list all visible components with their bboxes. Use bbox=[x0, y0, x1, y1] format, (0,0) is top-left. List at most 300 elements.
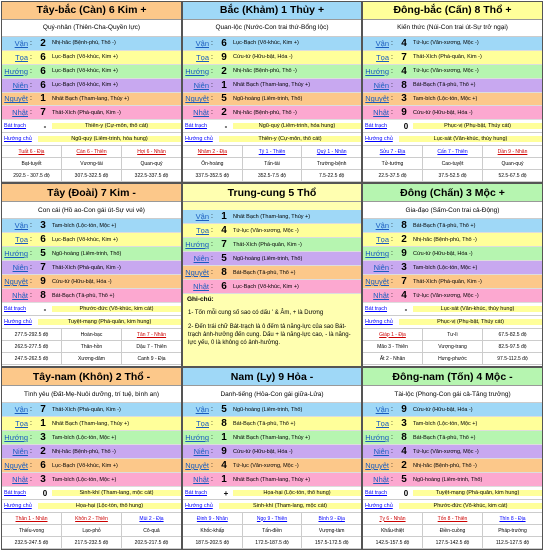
bat-trach-row bbox=[183, 487, 361, 500]
huong-chu-text: Ngũ-quỷ (Liêm-trinh, hỏa hung) bbox=[38, 136, 181, 142]
table-cell: Thìn 8 - Địa bbox=[499, 515, 526, 522]
star-row bbox=[2, 65, 181, 79]
colon: : bbox=[391, 264, 393, 271]
palace-title: Tây-nam (Khôn) 2 Thổ - bbox=[2, 368, 181, 386]
colon: : bbox=[391, 81, 393, 89]
star-number: 4 bbox=[401, 446, 407, 457]
star-text: Nhất Bạch (Tham-lang, Thủy +) bbox=[233, 213, 311, 220]
star-number: 4 bbox=[221, 225, 227, 236]
table-cell: 142.5-157.5 độ bbox=[375, 539, 410, 546]
palace-6 bbox=[1, 367, 182, 550]
table-cell: Tỵ 6 - Nhân bbox=[379, 515, 406, 522]
star-row bbox=[363, 247, 542, 261]
table-row bbox=[363, 329, 542, 341]
bat-trach-text: Ngũ-quỷ (Liêm-trinh, hỏa hung) bbox=[233, 123, 361, 129]
star-text: Cửu-tử (Hữu-bật, Hỏa -) bbox=[52, 278, 112, 285]
palace-subtitle: Tình yêu (Đất-Mẹ-Nuôi dưỡng, trí tuệ, bình an) bbox=[2, 386, 181, 403]
huong-chu-text: Sinh-khí (Tham-lang, mộc cát) bbox=[219, 503, 361, 509]
bat-trach-label[interactable]: Bát trạch bbox=[4, 123, 27, 130]
star-label[interactable]: Vận bbox=[375, 405, 389, 414]
colon: : bbox=[211, 213, 213, 220]
colon: : bbox=[391, 109, 393, 117]
star-text: Ngũ-hoàng (Liêm-trinh, Thổ) bbox=[52, 250, 122, 257]
star-number: 6 bbox=[221, 37, 227, 49]
table-cell: Mão 3 - Thiên bbox=[377, 343, 408, 350]
star-label[interactable]: Niên bbox=[12, 80, 28, 90]
star-text: Tứ-lục (Văn-xương, Mộc -) bbox=[413, 448, 479, 455]
star-text: Ngũ-hoàng (Liêm-trinh, Thổ) bbox=[233, 406, 303, 413]
colon: : bbox=[30, 95, 32, 103]
star-label[interactable]: Nguyệt bbox=[365, 94, 389, 104]
star-text: Nhất Bạch (Tham-lang, Thủy +) bbox=[233, 82, 311, 89]
table-cell: 292.5 - 307.5 độ bbox=[13, 172, 50, 179]
star-label[interactable]: Nguyệt bbox=[4, 94, 28, 104]
star-label[interactable]: Nguyệt bbox=[4, 461, 28, 470]
colon: : bbox=[30, 236, 32, 243]
star-number: 3 bbox=[40, 220, 46, 231]
star-row bbox=[363, 65, 542, 79]
colon: : bbox=[391, 95, 393, 103]
star-number: 4 bbox=[401, 290, 407, 301]
star-text: Bát-Bạch (Tả-phù, Thổ +) bbox=[413, 434, 476, 441]
colon: : bbox=[391, 434, 393, 441]
star-label[interactable]: Nhật bbox=[193, 108, 209, 118]
colon: : bbox=[30, 448, 32, 455]
star-label[interactable]: Nhật bbox=[193, 282, 209, 291]
table-cell: Hưng-phước bbox=[422, 353, 483, 364]
huong-chu-label[interactable]: Hướng chủ bbox=[4, 503, 32, 509]
palace-5 bbox=[362, 183, 543, 367]
table-cell: Tấn-điền bbox=[242, 525, 303, 536]
star-row bbox=[363, 431, 542, 445]
star-row bbox=[363, 275, 542, 289]
huong-chu-label[interactable]: Hướng chủ bbox=[185, 503, 213, 509]
star-label[interactable]: Vận bbox=[14, 38, 28, 48]
table-cell: Khốc-khấp bbox=[200, 527, 225, 534]
star-number: 5 bbox=[401, 474, 407, 485]
table-row bbox=[363, 158, 542, 170]
table-cell: 37.5-52.5 độ bbox=[422, 170, 483, 181]
table-cell: Tốn 8 - Thiên bbox=[422, 513, 483, 524]
table-cell: Nhâm 2 - Địa bbox=[197, 148, 228, 155]
star-label[interactable]: Tọa bbox=[376, 235, 389, 244]
star-row bbox=[183, 238, 361, 252]
star-row bbox=[183, 266, 361, 280]
colon: : bbox=[30, 462, 32, 469]
table-row bbox=[2, 170, 181, 182]
table-cell: 157.5-172.5 độ bbox=[314, 539, 349, 546]
star-text: Thất-Xích (Phá-quân, Kim -) bbox=[52, 264, 121, 271]
palace-title: Nam (Ly) 9 Hỏa - bbox=[183, 368, 361, 386]
table-cell: 67.5-82.5 độ bbox=[498, 331, 527, 338]
star-text: Nhất Bạch (Tham-lang, Thủy +) bbox=[52, 420, 130, 427]
star-label[interactable]: Nhật bbox=[12, 108, 28, 118]
table-row bbox=[2, 329, 181, 341]
table-cell: Điền-cuồng bbox=[422, 525, 483, 536]
star-text: Lục-Bạch (Võ-khúc, Kim +) bbox=[52, 462, 118, 469]
star-row bbox=[363, 93, 542, 107]
star-label[interactable]: Niên bbox=[373, 80, 389, 90]
table-cell: Đinh 9 - Nhân bbox=[196, 515, 228, 522]
star-row bbox=[183, 431, 361, 445]
table-cell: Ất 2 - Nhân bbox=[379, 355, 406, 362]
star-text: Nhị-hắc (Bệnh-phù, Thổ -) bbox=[413, 236, 477, 243]
star-text: Nhị-hắc (Bệnh-phù, Thổ -) bbox=[233, 68, 297, 75]
star-row bbox=[363, 51, 542, 65]
ghi-chu-note: 2- Đến trái chữ Bát-trạch là ô đếm tả năng-lực của sao Bát-trạch ảnh-hưởng đến cung. Dấu + là năng-lực cao, - là năng-lực yếu, 0 là không có ảnh-hưởng. bbox=[188, 324, 351, 346]
palace-subtitle: Quan-lộc (Nước-Con trai thứ-Bổng lộc) bbox=[183, 20, 361, 37]
star-row bbox=[183, 224, 361, 238]
table-cell: 337.5-352.5 độ bbox=[195, 172, 230, 179]
bat-trach-label[interactable]: Bát trạch bbox=[365, 123, 388, 130]
star-label[interactable]: Niên bbox=[12, 263, 28, 272]
star-row bbox=[2, 79, 181, 93]
star-number: 5 bbox=[221, 404, 227, 415]
star-row bbox=[183, 37, 361, 51]
star-row bbox=[183, 210, 361, 224]
star-label[interactable]: Niên bbox=[373, 263, 389, 272]
star-text: Cửu-tử (Hữu-bật, Hỏa -) bbox=[233, 448, 293, 455]
bat-trach-number: 0 bbox=[403, 121, 409, 131]
star-row bbox=[183, 280, 361, 294]
star-label[interactable]: Hướng bbox=[365, 66, 389, 76]
palace-subtitle: Con cái (Hồ ao-Con gái út-Sự vui vẻ) bbox=[2, 202, 181, 219]
star-label[interactable]: Vận bbox=[195, 212, 209, 221]
bat-trach-label[interactable]: Bát trạch bbox=[365, 490, 388, 496]
star-number: 4 bbox=[401, 65, 407, 77]
star-row bbox=[183, 473, 361, 487]
palace-8 bbox=[362, 367, 543, 550]
bat-trach-number: 0 bbox=[42, 488, 48, 498]
star-number: 5 bbox=[221, 253, 227, 264]
bat-trach-row bbox=[183, 120, 361, 133]
star-number: 9 bbox=[221, 446, 227, 457]
colon: : bbox=[30, 476, 32, 483]
colon: : bbox=[211, 39, 213, 47]
star-row bbox=[2, 219, 181, 233]
colon: : bbox=[211, 53, 213, 61]
table-cell: 262.5-277.5 độ bbox=[14, 343, 49, 350]
palace-title: Trung-cung 5 Thổ bbox=[183, 184, 361, 202]
star-number: 8 bbox=[221, 418, 227, 429]
colon: : bbox=[211, 67, 213, 75]
bat-trach-label[interactable]: Bát trạch bbox=[185, 123, 208, 130]
star-row bbox=[183, 417, 361, 431]
star-label[interactable]: Tọa bbox=[15, 235, 28, 244]
huong-chu-row bbox=[363, 500, 542, 513]
colon: : bbox=[391, 420, 393, 427]
colon: : bbox=[391, 67, 393, 75]
star-label[interactable]: Nhật bbox=[12, 291, 28, 300]
star-number: 2 bbox=[40, 37, 46, 49]
star-label[interactable]: Tọa bbox=[376, 419, 389, 428]
table-cell: 52.5-67.5 độ bbox=[498, 172, 527, 179]
table-row bbox=[363, 353, 542, 365]
star-row bbox=[183, 445, 361, 459]
huong-chu-text: Phước-đức (Võ-khúc, kim cát) bbox=[399, 503, 542, 509]
star-label[interactable]: Niên bbox=[193, 80, 209, 90]
table-cell: 82.5-97.5 độ bbox=[498, 343, 527, 350]
huong-chu-text: Thiên-y (Cự-môn, thổ cát) bbox=[219, 136, 361, 142]
table-cell: Vượng-tàm bbox=[318, 527, 345, 534]
table-cell: Mùi 2 - Địa bbox=[139, 515, 164, 522]
star-label[interactable]: Hướng bbox=[4, 66, 28, 76]
star-row bbox=[183, 51, 361, 65]
star-text: Thất-Xích (Phá-quân, Kim -) bbox=[52, 406, 121, 413]
star-label[interactable]: Vận bbox=[375, 38, 389, 48]
table-cell: 202.5-217.5 độ bbox=[134, 539, 169, 546]
star-text: Nhị-hắc (Bệnh-phù, Thổ -) bbox=[52, 40, 116, 47]
table-cell: Cấn 7 - Thiên bbox=[422, 146, 483, 157]
colon: : bbox=[391, 462, 393, 469]
star-label[interactable]: Nhật bbox=[12, 475, 28, 484]
star-label[interactable]: Tọa bbox=[196, 419, 209, 428]
star-label[interactable]: Tọa bbox=[15, 52, 28, 62]
star-label[interactable]: Tọa bbox=[15, 419, 28, 428]
table-row bbox=[2, 525, 181, 537]
star-label[interactable]: Hướng bbox=[185, 66, 209, 76]
star-row bbox=[183, 79, 361, 93]
table-row bbox=[363, 170, 542, 182]
flying-star-chart bbox=[1, 1, 543, 550]
huong-chu-row bbox=[363, 316, 542, 329]
bat-trach-row bbox=[2, 120, 181, 133]
star-number: 4 bbox=[401, 37, 407, 49]
palace-subtitle: Kiến thức (Núi-Con trai út-Sự trở ngại) bbox=[363, 20, 542, 37]
star-label[interactable]: Nguyệt bbox=[185, 268, 209, 277]
table-row bbox=[2, 158, 181, 170]
star-number: 6 bbox=[40, 460, 46, 471]
star-text: Tam-bích (Lộc-tồn, Mộc +) bbox=[413, 420, 478, 427]
palace-subtitle: Tài-lộc (Phong-Con gái cả-Tăng trưởng) bbox=[363, 386, 542, 403]
star-number: 9 bbox=[40, 276, 46, 287]
star-label[interactable]: Hướng bbox=[185, 240, 209, 249]
table-row bbox=[183, 170, 361, 182]
star-text: Cửu-tử (Hữu-bật, Hỏa -) bbox=[413, 406, 473, 413]
huong-chu-label[interactable]: Hướng chủ bbox=[365, 503, 393, 509]
star-number: 1 bbox=[221, 432, 227, 443]
star-number: 6 bbox=[40, 79, 46, 91]
star-label[interactable]: Hướng bbox=[4, 433, 28, 442]
star-number: 3 bbox=[40, 432, 46, 443]
huong-chu-label[interactable]: Hướng chủ bbox=[365, 136, 393, 143]
star-label[interactable]: Hướng bbox=[365, 433, 389, 442]
star-label[interactable]: Vận bbox=[195, 405, 209, 414]
colon: : bbox=[391, 476, 393, 483]
star-row bbox=[183, 65, 361, 79]
star-label[interactable]: Tọa bbox=[196, 226, 209, 235]
star-text: Thất-Xích (Phá-quân, Kim -) bbox=[233, 241, 302, 248]
table-cell: 172.5-187.5 độ bbox=[242, 537, 303, 548]
star-text: Tam-bích (Lộc-tồn, Mộc +) bbox=[52, 434, 117, 441]
star-label[interactable]: Nguyệt bbox=[365, 461, 389, 470]
bat-trach-label[interactable]: Bát trạch bbox=[4, 490, 27, 496]
colon: : bbox=[211, 109, 213, 117]
star-number: 4 bbox=[221, 460, 227, 471]
star-label[interactable]: Vận bbox=[195, 38, 209, 48]
table-cell: Canh 9 - Địa bbox=[137, 355, 166, 362]
star-label[interactable]: Niên bbox=[373, 447, 389, 456]
star-label[interactable]: Niên bbox=[193, 254, 209, 263]
colon: : bbox=[30, 109, 32, 117]
star-row bbox=[2, 233, 181, 247]
table-cell: Cao-tuyệt bbox=[422, 158, 483, 169]
star-number: 3 bbox=[401, 93, 407, 105]
bat-trach-number: - bbox=[43, 304, 47, 314]
colon: : bbox=[211, 476, 213, 483]
table-cell: Tân 7 - Nhân bbox=[136, 331, 167, 338]
table-row bbox=[2, 146, 181, 158]
table-cell: Tấn-tài bbox=[242, 158, 303, 169]
ghi-chu-note: 1- Tốn mỗi cung số sao có dấu ' & Âm, + là Dương bbox=[188, 310, 324, 316]
star-label[interactable]: Vận bbox=[375, 221, 389, 230]
star-text: Cửu-tử (Hữu-bật, Hỏa -) bbox=[413, 250, 473, 257]
star-label[interactable]: Nguyệt bbox=[4, 277, 28, 286]
palace-0 bbox=[1, 1, 182, 183]
star-label[interactable]: Nhật bbox=[373, 475, 389, 484]
palace-1 bbox=[182, 1, 362, 183]
star-text: Lục-Bạch (Võ-khúc, Kim +) bbox=[233, 283, 299, 290]
table-cell: Khôn 2 - Thiên bbox=[61, 513, 122, 524]
colon: : bbox=[391, 39, 393, 47]
star-text: Bát-Bạch (Tả-phù, Thổ +) bbox=[413, 82, 476, 89]
star-text: Tam-bích (Lộc-tồn, Mộc +) bbox=[413, 95, 478, 102]
colon: : bbox=[391, 222, 393, 229]
bat-trach-label[interactable]: Bát trạch bbox=[4, 306, 27, 312]
colon: : bbox=[30, 406, 32, 413]
star-text: Tứ-lục (Văn-xương, Mộc -) bbox=[233, 462, 299, 469]
star-label[interactable]: Hướng bbox=[185, 433, 209, 442]
star-label[interactable]: Vận bbox=[14, 221, 28, 230]
star-label[interactable]: Nhật bbox=[373, 291, 389, 300]
table-cell: Xương-dâm bbox=[61, 353, 122, 364]
star-text: Lục-Bạch (Võ-khúc, Kim +) bbox=[52, 236, 118, 243]
table-cell: Bính 9 - Địa bbox=[318, 515, 345, 522]
table-row bbox=[2, 353, 181, 365]
colon: : bbox=[30, 434, 32, 441]
star-label[interactable]: Niên bbox=[193, 447, 209, 456]
table-cell: Cô-quả bbox=[143, 527, 160, 534]
colon: : bbox=[391, 292, 393, 299]
star-row bbox=[363, 403, 542, 417]
palace-title: Tây-bắc (Càn) 6 Kim + bbox=[2, 2, 181, 20]
star-text: Ngũ-hoàng (Liêm-trinh, Thổ) bbox=[413, 476, 483, 483]
star-row bbox=[363, 261, 542, 275]
star-text: Tứ-lục (Văn-xương, Mộc -) bbox=[413, 68, 479, 75]
table-row bbox=[363, 525, 542, 537]
colon: : bbox=[30, 39, 32, 47]
colon: : bbox=[30, 420, 32, 427]
star-label[interactable]: Tọa bbox=[196, 52, 209, 62]
huong-chu-label[interactable]: Hướng chủ bbox=[4, 136, 32, 143]
star-number: 2 bbox=[40, 446, 46, 457]
star-number: 5 bbox=[221, 93, 227, 105]
star-label[interactable]: Niên bbox=[12, 447, 28, 456]
palace-title: Tây (Đoài) 7 Kim - bbox=[2, 184, 181, 202]
bat-trach-label[interactable]: Bát trạch bbox=[185, 490, 208, 496]
bat-trach-label[interactable]: Bát trạch bbox=[365, 306, 388, 312]
table-cell: Pháp-trường bbox=[498, 527, 527, 534]
colon: : bbox=[211, 420, 213, 427]
star-text: Bát-Bạch (Tả-phù, Thổ +) bbox=[413, 222, 476, 229]
table-row bbox=[363, 513, 542, 525]
star-text: Thất-Xích (Phá-quân, Kim -) bbox=[413, 278, 482, 285]
huong-chu-text: Họa-hại (Lộc-tồn, thổ hung) bbox=[38, 503, 181, 509]
huong-chu-text: Phục-vị (Phụ-bật, Thủy cát) bbox=[399, 319, 542, 325]
star-label[interactable]: Tọa bbox=[376, 52, 389, 62]
star-text: Lục-Bạch (Võ-khúc, Kim +) bbox=[233, 40, 299, 47]
palace-3 bbox=[1, 183, 182, 367]
star-label[interactable]: Nhật bbox=[373, 108, 389, 118]
star-number: 1 bbox=[221, 79, 227, 91]
star-number: 9 bbox=[401, 404, 407, 415]
star-label[interactable]: Hướng bbox=[4, 249, 28, 258]
table-cell: Dần 9 - Nhân bbox=[497, 148, 528, 155]
table-cell: 22.5-37.5 độ bbox=[378, 172, 407, 179]
bat-trach-number: - bbox=[224, 121, 228, 131]
star-text: Nhị-hắc (Bệnh-phù, Thổ -) bbox=[413, 462, 477, 469]
table-cell: 277.5-292.5 độ bbox=[14, 331, 49, 338]
table-cell: 217.5-232.5 độ bbox=[61, 537, 122, 548]
table-row bbox=[183, 146, 361, 158]
star-label[interactable]: Nhật bbox=[193, 475, 209, 484]
table-cell: Sửu 7 - Địa bbox=[379, 148, 406, 155]
colon: : bbox=[211, 283, 213, 290]
star-text: Nhị-hắc (Bệnh-phù, Thổ -) bbox=[52, 448, 116, 455]
table-cell: 307.5-322.5 độ bbox=[61, 170, 122, 181]
star-label[interactable]: Vận bbox=[14, 405, 28, 414]
table-cell: 247.5-262.5 độ bbox=[14, 355, 49, 362]
star-text: Tam-bích (Lộc-tồn, Mộc +) bbox=[52, 476, 117, 483]
star-row bbox=[2, 403, 181, 417]
table-cell: Tý 1 - Thiên bbox=[242, 146, 303, 157]
table-cell: Thân 1 - Nhân bbox=[15, 515, 48, 522]
colon: : bbox=[391, 406, 393, 413]
palace-2 bbox=[362, 1, 543, 183]
star-label[interactable]: Nguyệt bbox=[185, 461, 209, 470]
colon: : bbox=[391, 53, 393, 61]
huong-chu-label[interactable]: Hướng chủ bbox=[365, 319, 393, 325]
star-row bbox=[2, 289, 181, 303]
star-number: 3 bbox=[40, 474, 46, 485]
colon: : bbox=[211, 269, 213, 276]
star-row bbox=[2, 261, 181, 275]
star-row bbox=[2, 431, 181, 445]
colon: : bbox=[211, 462, 213, 469]
star-row bbox=[183, 459, 361, 473]
huong-chu-label[interactable]: Hướng chủ bbox=[185, 136, 213, 143]
table-cell: Thiếu-vong bbox=[18, 527, 44, 534]
star-label[interactable]: Nguyệt bbox=[365, 277, 389, 286]
colon: : bbox=[211, 434, 213, 441]
bat-trach-number: - bbox=[404, 304, 408, 314]
table-cell: Trường-bệnh bbox=[316, 160, 347, 167]
star-number: 2 bbox=[221, 107, 227, 119]
star-row bbox=[2, 106, 181, 120]
star-number: 1 bbox=[221, 211, 227, 222]
star-label[interactable]: Nguyệt bbox=[185, 94, 209, 104]
colon: : bbox=[211, 227, 213, 234]
star-number: 8 bbox=[40, 290, 46, 301]
table-cell: Ngọ 9 - Thiên bbox=[242, 513, 303, 524]
star-text: Lục-Bạch (Võ-khúc, Kim +) bbox=[52, 82, 118, 89]
table-row bbox=[2, 537, 181, 549]
table-cell: 322.5-337.5 độ bbox=[134, 172, 169, 179]
star-label[interactable]: Hướng bbox=[365, 249, 389, 258]
huong-chu-label[interactable]: Hướng chủ bbox=[4, 319, 32, 325]
star-number: 1 bbox=[40, 93, 46, 105]
bat-trach-text: Phục-vị (Phụ-bật, Thủy cát) bbox=[413, 123, 542, 129]
